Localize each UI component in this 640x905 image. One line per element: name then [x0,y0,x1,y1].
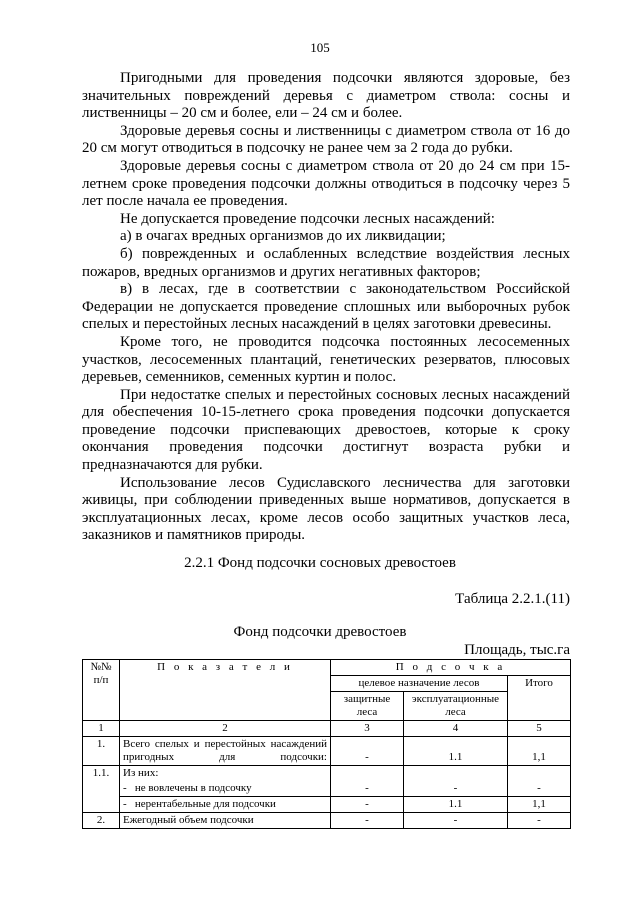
table-header-row [83,660,571,676]
table-title: Фонд подсочки древостоев [233,624,407,640]
row-protective [331,766,404,782]
paragraph: б) поврежденных и ослабленных вследствие воздействия лесных пожаров, вредных организмов и других негативных факторов; [82,245,570,280]
row-protective: - [331,813,404,829]
row-protective: - [331,781,404,797]
table-row [83,737,571,766]
section-heading: 2.2.1 Фонд подсочки сосновых древостоев [184,555,456,571]
col-number: 3 [331,721,404,737]
row-protective: - [331,797,404,813]
row-label: - не вовлечены в подсочку [120,781,331,797]
row-total: 1,1 [508,797,571,813]
col-number: 1 [83,721,120,737]
paragraph: При недостатке спелых и перестойных сосновых лесных насаждений для обеспечения 10-15-летнего срока проведения подсочки допускается проведение подсочки приспевающих древостоев, которые к сроку окончания проведения подсочки достигнут возраста рубки и предназначаются для рубки. [82,386,570,474]
header-num: №№ п/п [83,660,120,721]
row-exploitation: - [404,781,508,797]
table-row [83,781,571,797]
row-exploitation: 1.1 [404,797,508,813]
row-num: 2. [83,813,120,829]
col-number: 4 [404,721,508,737]
row-exploitation: 1.1 [404,737,508,766]
paragraph: Здоровые деревья сосны и лиственницы с диаметром ствола от 16 до 20 см могут отводиться в подсочку не ранее чем за 2 года до рубки. [82,122,570,157]
table-row [83,766,571,782]
paragraph: Здоровые деревья сосны с диаметром ствола от 20 до 24 см при 15-летнем сроке проведения подсочки должны отводиться в подсочку через 5 лет после начала ее проведения. [82,157,570,210]
paragraph: Использование лесов Судиславского лесничества для заготовки живицы, при соблюдении приведенных выше нормативов, допускается в эксплуатационных лесах, кроме лесов особо защитных участков леса, заказников и памятников природы. [82,474,570,544]
paragraph: Не допускается проведение подсочки лесных насаждений: [120,210,495,227]
row-total: - [508,813,571,829]
row-label: Из них: [120,766,331,782]
row-exploitation [404,766,508,782]
row-label: - нерентабельные для подсочки [120,797,331,813]
header-tapping: П о д с о ч к а [331,660,571,676]
row-total: - [508,781,571,797]
row-num: 1. [83,737,120,766]
body-text [82,70,570,545]
tapping-fund-table [82,659,571,829]
row-total: 1,1 [508,737,571,766]
header-protective: защитные леса [331,692,404,721]
col-number: 2 [120,721,331,737]
header-exploitation: эксплуатационные леса [404,692,508,721]
table-row [83,797,571,813]
paragraph: в) в лесах, где в соответствии с законодательством Российской Федерации не допускается проведение сплошных или выборочных рубок спелых и перестойных лесных насаждений в целях заготовки древесины. [82,281,570,333]
row-exploitation: - [404,813,508,829]
row-total [508,766,571,782]
paragraph: Кроме того, не проводится подсочка постоянных лесосеменных участков, лесосеменных плантаций, генетических резерватов, плюсовых деревьев, семенников, семенных куртин и полос. [82,333,570,386]
row-label: Ежегодный объем подсочки [120,813,331,829]
header-purpose: целевое назначение лесов [331,676,508,692]
table-row [83,813,571,829]
row-protective: - [331,737,404,766]
paragraph: а) в очагах вредных организмов до их ликвидации; [120,228,446,245]
table-number: Таблица 2.2.1.(11) [455,591,570,607]
col-number: 5 [508,721,571,737]
area-unit: Площадь, тыс.га [464,642,570,658]
row-label: Всего спелых и перестойных насаждений пригодных для подсочки: [120,737,331,766]
header-indicators: П о к а з а т е л и [120,660,331,721]
paragraph: Пригодными для проведения подсочки являются здоровые, без значительных повреждений деревья с диаметром ствола: сосны и лиственницы – 20 см и более, ели – 24 см и более. [82,70,570,122]
table-col-number-row [83,721,571,737]
row-num: 1.1. [83,766,120,813]
page-number: 105 [310,40,330,55]
header-total: Итого [508,676,571,721]
